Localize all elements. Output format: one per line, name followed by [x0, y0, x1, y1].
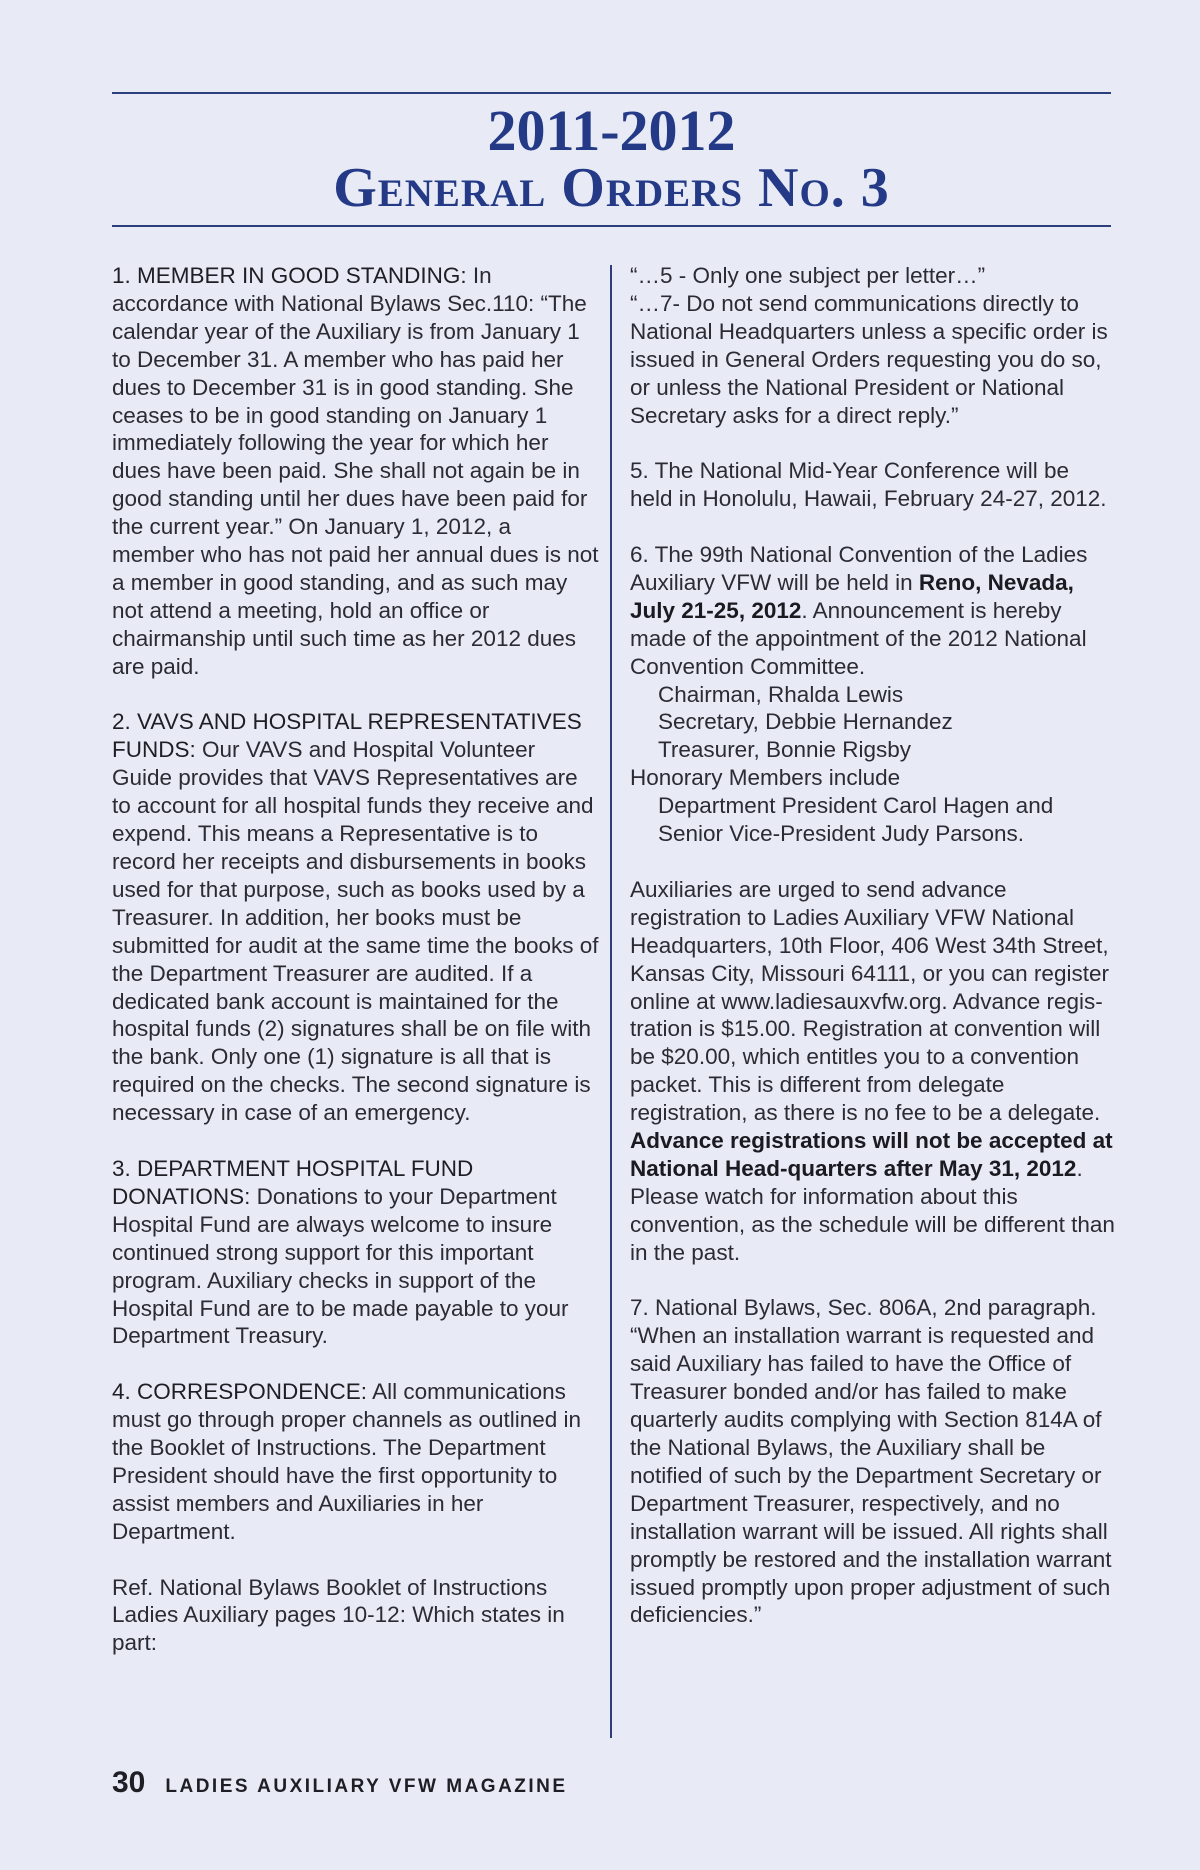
section-correspondence	[112, 1378, 599, 1545]
section-body: All communications must go through proper channels as outlined in the Booklet of Instructions. The Department President should have the first opportunity to assist members and Auxiliaries in her Department.	[112, 1379, 582, 1544]
section-body: 6. The 99th National Convention of the Ladies Auxiliary VFW will be held in	[630, 542, 1088, 595]
section-vavs-funds	[112, 708, 599, 1127]
page-number: 30	[112, 1766, 146, 1799]
section-installation-warrant: 7. National Bylaws, Sec. 806A, 2nd paragraph. “When an installation warrant is requested and said Auxiliary has failed to have the Office of Treasurer bonded and/or has failed to make quarterly audits complying with Section 814A of the National Bylaws, the Auxiliary shall be notified of such by the Department Secretary or Department Treasurer, respectively, and no installation warrant will be issued. All rights shall promptly be restored and the installation warrant issued promptly upon proper adjustment of such deficiencies.”	[630, 1295, 1112, 1628]
committee-treasurer: Treasurer, Bonnie Rigsby	[658, 737, 912, 763]
right-column	[630, 262, 1115, 1657]
section-heading: 1. MEMBER IN GOOD STANDING:	[112, 263, 467, 288]
title-year: 2011-2012	[487, 98, 736, 163]
section-body: Donations to your Department Hospital Fund are always welcome to insure continued strong support for this important program. Auxiliary checks in support of the Hospital Fund are to be made payable to your Department Treasury.	[112, 1183, 569, 1349]
honorary-members-names: Department President Carol Hagen and Senior Vice-President Judy Parsons.	[658, 793, 1054, 847]
section-member-good-standing	[112, 262, 599, 681]
section-heading: 4. CORRESPONDENCE:	[112, 1379, 368, 1405]
section-body: . Announcement is hereby made of the appointment of the 2012 National Convention Committee.	[630, 597, 1087, 679]
page-title: General Orders No. 3	[333, 157, 890, 219]
section-body: In accordance with National Bylaws Sec.110: “The calendar year of the Auxiliary is from January 1 to December 31. A member who has paid her dues to December 31 is in good standing. She ceases to be in good standing on January 1 immediately following the year for which her dues have been paid. She shall not again be in good standing until her dues have been paid for the current year.” On January 1, 2012, a member who has not paid her annual dues is not a member in good standing, and as such may not attend a meeting, hold an office or chairmanship until such time as her 2012 dues are paid.	[112, 263, 599, 679]
convention-location-date: Reno, Nevada, July 21-25, 2012	[630, 569, 1074, 623]
quote-line: “…5 - Only one subject per letter…”	[630, 263, 986, 288]
honorary-members-label: Honorary Members include	[630, 765, 901, 791]
quoted-instructions	[630, 262, 1115, 429]
column-divider	[610, 265, 612, 1738]
committee-chairman: Chairman, Rhalda Lewis	[658, 681, 904, 707]
quote-line: “…7- Do not send communications directly to National Headquarters unless a specific order is issued in General Orders requesting you do so, or unless the National President or National Secretary asks for a direct reply.”	[630, 290, 1108, 428]
title-bottom-rule	[112, 225, 1111, 227]
registration-deadline: Advance registrations will not be accepted at National Head-quarters after May 31, 2012	[630, 1128, 1113, 1181]
section-body: Our VAVS and Hospital Volunteer Guide provides that VAVS Representatives are to account for all hospital funds they receive and expend. This means a Representative is to record her receipts and disbursements in books used for that purpose, such as books used by a Treasurer. In addition, her books must be submitted for audit at the same time the books of the Department Treasurer are audited. If a dedicated bank account is maintained for the hospital funds (2) signatures shall be on file with the bank. Only one (1) signature is all that is required on the checks. The second signature is necessary in case of an emergency.	[112, 737, 599, 1126]
section-body: Auxiliaries are urged to send advance registration to Ladies Auxiliary VFW National Headquarters, 10th Floor, 406 West 34th Street, Kansas City, Missouri 64111, or you can register online at www.ladiesauxvfw.org. Advance regis-tration is $15.00. Registration at convention will be $20.00, which entitles you to a convention packet. This is different from delegate registration, as there is no fee to be a delegate.	[630, 876, 1109, 1126]
section-hospital-fund-donations	[112, 1155, 599, 1350]
section-heading: 2. VAVS AND HOSPITAL REPRESENTATIVES FUNDS:	[112, 709, 582, 763]
section-heading: 3. DEPARTMENT HOSPITAL FUND DONATIONS:	[112, 1155, 474, 1209]
top-rule	[112, 92, 1111, 94]
left-column	[112, 262, 599, 1685]
section-body: . Please watch for information about this convention, as the schedule will be different than in the past.	[630, 1155, 1115, 1265]
section-registration	[630, 876, 1115, 1267]
section-mid-year-conference: 5. The National Mid-Year Conference will be held in Honolulu, Hawaii, February 24-27, 2012.	[630, 458, 1107, 512]
committee-secretary: Secretary, Debbie Hernandez	[658, 709, 953, 735]
magazine-name: LADIES AUXILIARY VFW MAGAZINE	[165, 1776, 568, 1797]
page-footer	[112, 1766, 568, 1802]
section-national-convention	[630, 541, 1115, 848]
section-reference: Ref. National Bylaws Booklet of Instructions Ladies Auxiliary pages 10-12: Which states in part:	[112, 1574, 565, 1656]
